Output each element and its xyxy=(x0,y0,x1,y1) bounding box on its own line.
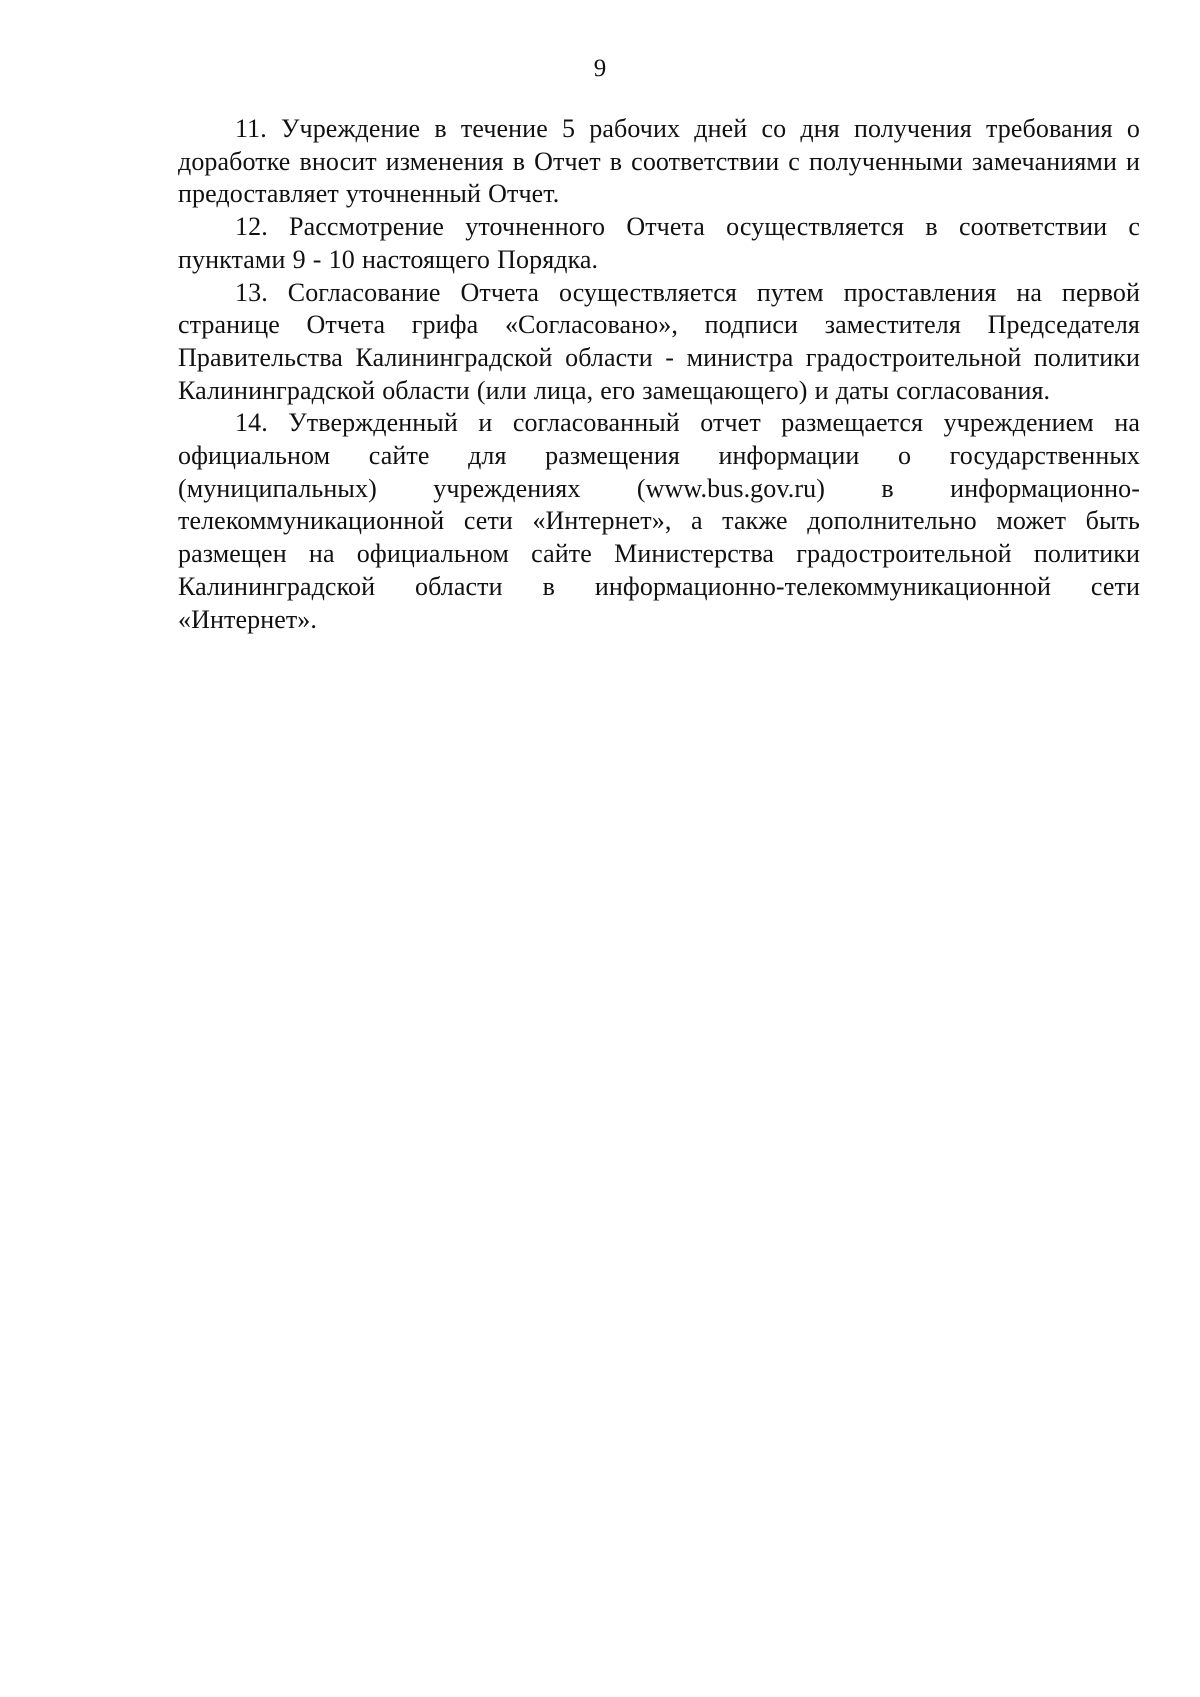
paragraph-11: 11. Учреждение в течение 5 рабочих дней со дня получения требования о доработке вносит изменения в Отчет в соответствии с полученными замечаниями и предоставляет уточненный Отчет. xyxy=(178,114,1140,209)
page-number: 9 xyxy=(593,55,607,82)
document-body xyxy=(178,113,1140,636)
paragraph-14: 14. Утвержденный и согласованный отчет размещается учреждением на официальном сайте для размещения информации о государственных (муниципальных) учреждениях (www.bus.gov.ru) в информационно-телекоммуникационной сети «Интернет», а также дополнительно может быть размещен на официальном сайте Министерства градостроительной политики Калининградской области в информационно-телекоммуникационной сети «Интернет». xyxy=(178,408,1140,634)
paragraph-12: 12. Рассмотрение уточненного Отчета осуществляется в соответствии с пунктами 9 - 10 настоящего Порядка. xyxy=(178,212,1140,274)
paragraph-13: 13. Согласование Отчета осуществляется путем проставления на первой странице Отчета грифа «Согласовано», подписи заместителя Председателя Правительства Калининградской области - министра градостроительной политики Калининградской области (или лица, его замещающего) и даты согласования. xyxy=(178,277,1140,405)
